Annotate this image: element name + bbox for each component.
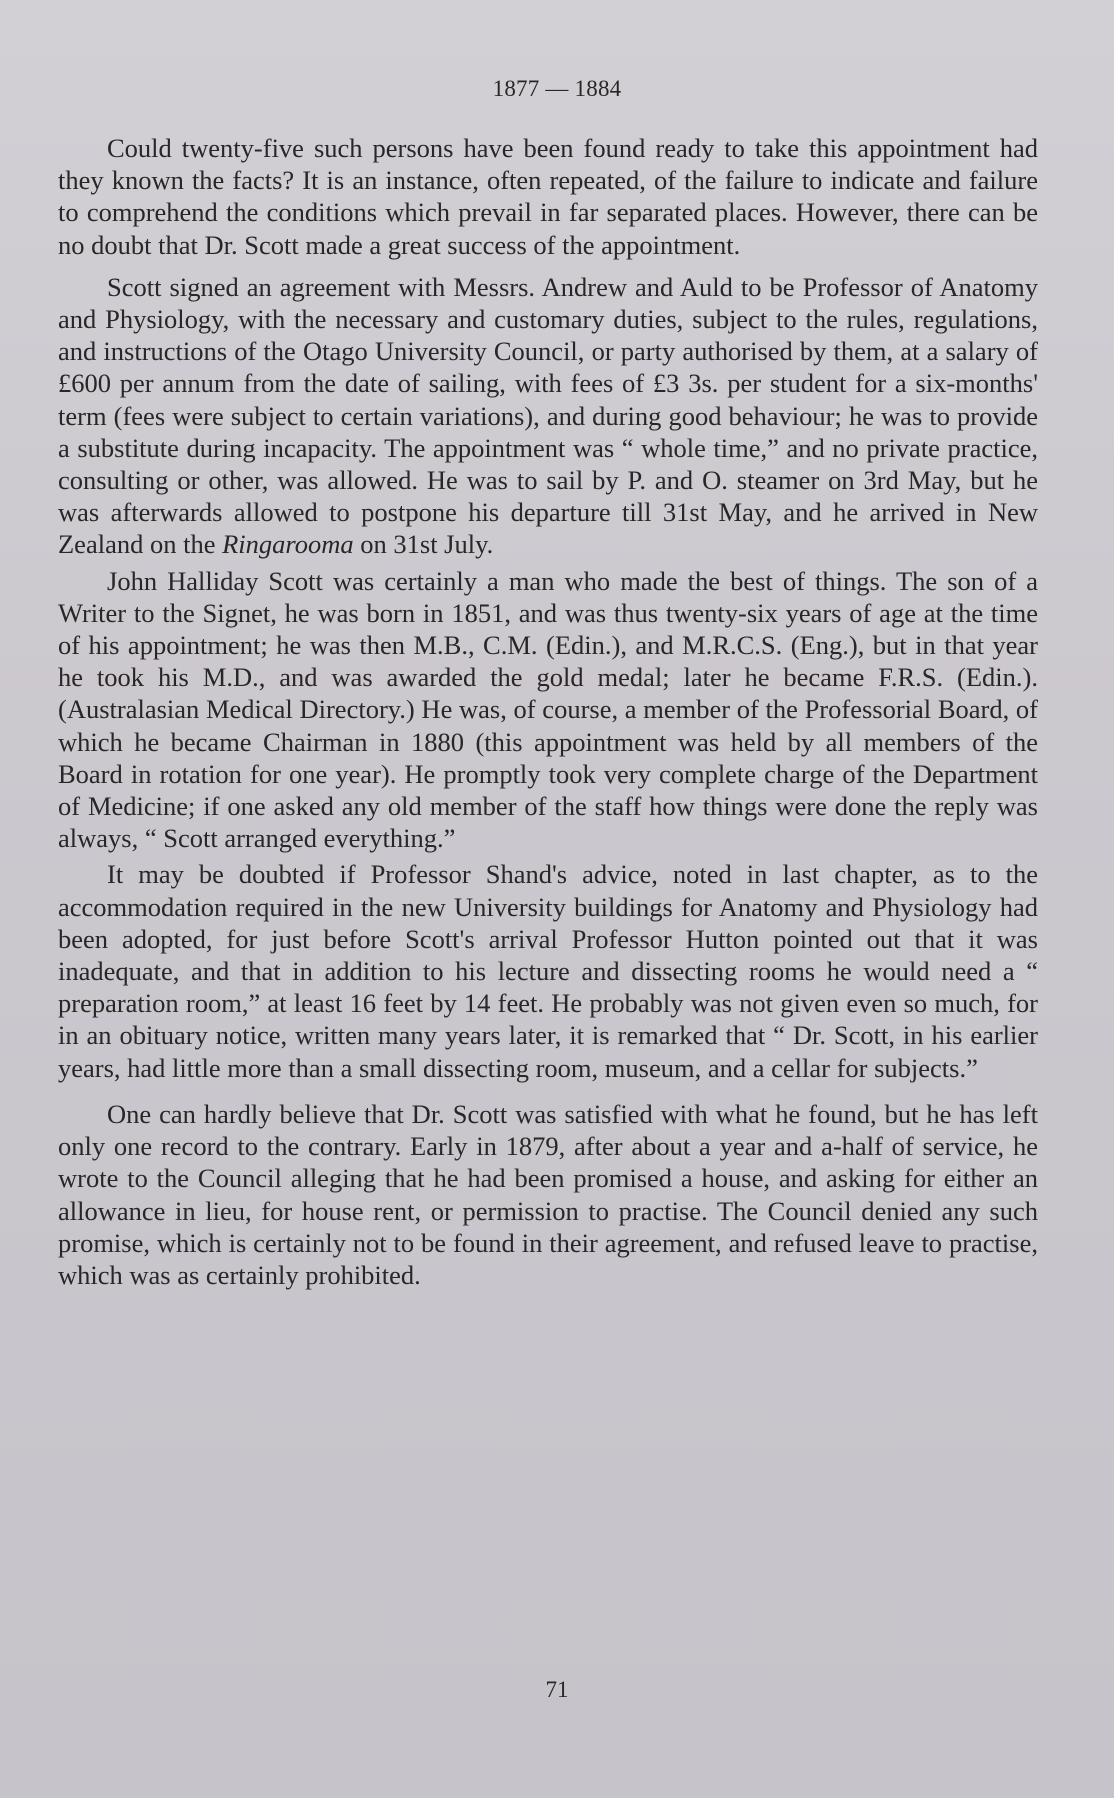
paragraph-3: John Halliday Scott was certainly a man who made the best of things. The son of a Writer to the Signet, he was born in 1851, and was thus twenty-six years of age at the time of his appointment; he was then M.B., C.M. (Edin.), and M.R.C.S. (Eng.), but in that year he took his M.D., and was awarded the gold medal; later he became F.R.S. (Edin.). (Australasian Medical Directory.) He was, of course, a member of the Professorial Board, of which he became Chairman in 1880 (this appointment was held by all members of the Board in rotation for one year). He promptly took very complete charge of the Department of Medicine; if one asked any old member of the staff how things were done the reply was always, “ Scott arranged everything.” bbox=[58, 565, 1038, 854]
body-text bbox=[58, 132, 1038, 1291]
paragraph-2-text-b: on 31st July. bbox=[353, 529, 494, 560]
ship-name: Ringarooma bbox=[222, 529, 354, 560]
paragraph-2 bbox=[58, 271, 1038, 561]
paragraph-4: It may be doubted if Professor Shand's advice, noted in last chapter, as to the accommodation required in the new University buildings for Anatomy and Physiology had been adopted, for just before Scott's arrival Professor Hutton pointed out that it was inadequate, and that in addition to his lecture and dissecting rooms he would need a “ preparation room,” at least 16 feet by 14 feet. He probably was not given even so much, for in an obituary notice, written many years later, it is remarked that “ Dr. Scott, in his earlier years, had little more than a small dissecting room, museum, and a cellar for subjects.” bbox=[58, 859, 1038, 1083]
page-number: 71 bbox=[545, 1677, 569, 1702]
paragraph-1: Could twenty-five such persons have been found ready to take this appointment had they known the facts? It is an instance, often repeated, of the failure to indicate and failure to comprehend the conditions which prevail in far separated places. However, there can be no doubt that Dr. Scott made a great success of the appointment. bbox=[58, 133, 1038, 260]
paragraph-5: One can hardly believe that Dr. Scott was satisfied with what he found, but he has left only one record to the contrary. Early in 1879, after about a year and a-half of service, he wrote to the Council alleging that he had been promised a house, and asking for either an allowance in lieu, for house rent, or permission to practise. The Council denied any such promise, which is certainly not to be found in their agreement, and refused leave to practise, which was as certainly prohibited. bbox=[58, 1098, 1038, 1290]
running-head: 1877 — 1884 bbox=[492, 76, 622, 101]
paragraph-2-text-a: Scott signed an agreement with Messrs. Andrew and Auld to be Professor of Anatomy and Physiology, with the necessary and customary duties, subject to the rules, regulations, and instructions of the Otago University Council, or party authorised by them, at a salary of £600 per annum from the date of sailing, with fees of £3 3s. per student for a six-months' term (fees were subject to certain variations), and during good behaviour; he was to provide a substitute during incapacity. The appointment was “ whole time,” and no private practice, consulting or other, was allowed. He was to sail by P. and O. steamer on 3rd May, but he was afterwards allowed to postpone his departure till 31st May, and he arrived in New Zealand on the bbox=[58, 271, 1038, 560]
